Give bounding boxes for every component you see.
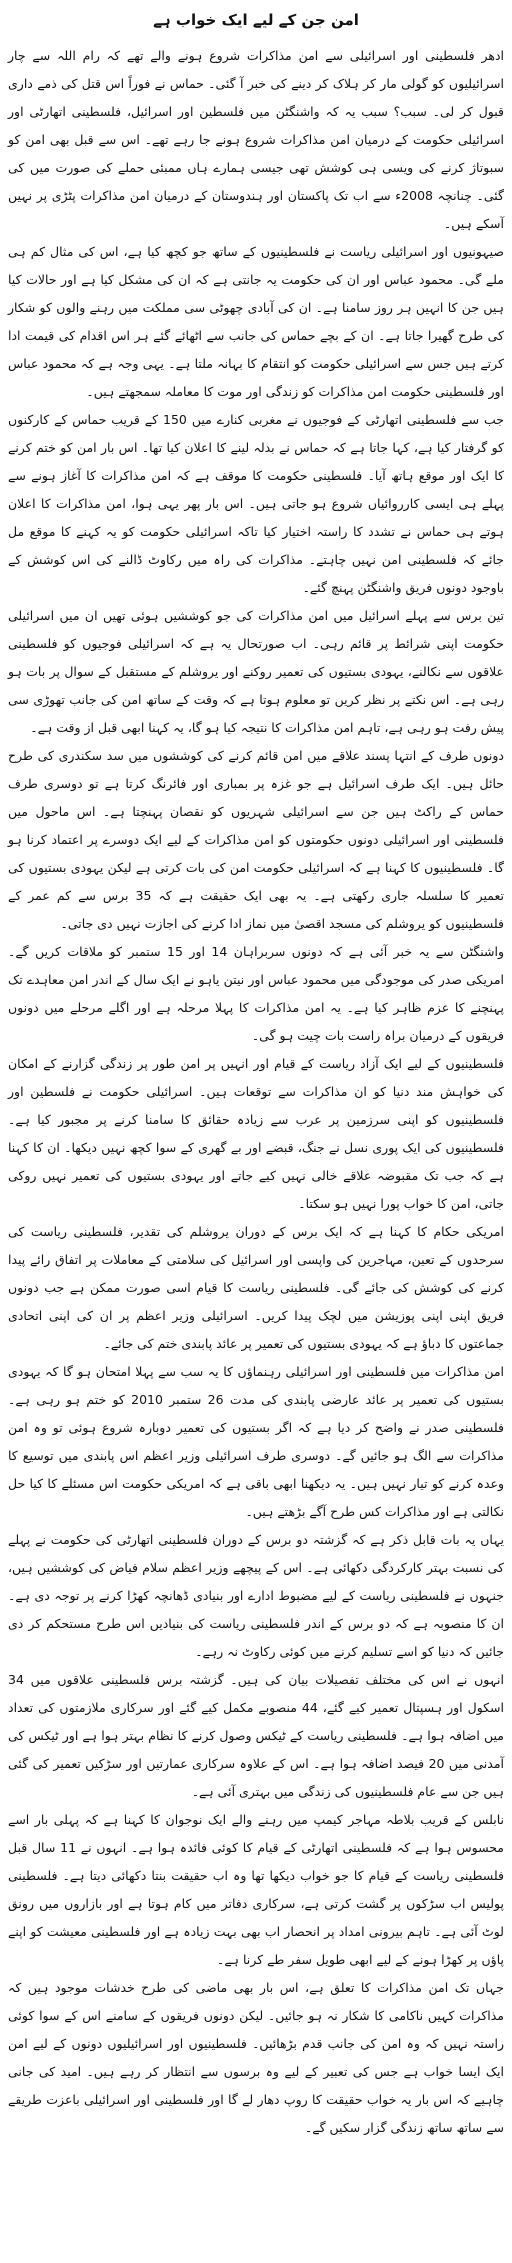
article-paragraph: امریکی حکام کا کہنا ہے کہ ایک برس کے دوران یروشلم کی تقدیر، فلسطینی ریاست کی سرحدوں کے تعین، مہاجرین کی واپسی اور اسرائیل کی سلامتی کے معاملات پر اتفاق رائے پیدا کرنے کی کوشش کی جائے گی۔ فلسطینی ریاست کا قیام اسی صورت ممکن ہے جب دونوں فریق اپنی اپنی پوزیشن میں لچک پیدا کریں۔ اسرائیلی وزیر اعظم پر ان کی اپنی اتحادی جماعتوں کا دباؤ ہے کہ یہودی بستیوں کی تعمیر پر عائد پابندی ختم کی جائے۔ <box>8 1224 504 1351</box>
article-headline: امن جن کے لیے ایک خواب ہے <box>153 11 359 29</box>
article-paragraph: ادھر فلسطینی اور اسرائیلی سے امن مذاکرات شروع ہونے والے تھے کہ رام اللہ سے چار اسرائیلیوں کو گولی مار کر ہلاک کر دینے کی خبر آ گئی۔ حماس نے فوراً اس قتل کی ذمے داری قبول کر لی۔ سبب؟ سبب یہ کہ واشنگٹن میں فلسطین اور اسرائیل، فلسطینی اتھارٹی اور اسرائیلی حکومت کے درمیان امن مذاکرات شروع ہونے جا رہے تھے۔ اس سے قبل بھی امن کو سبوتاژ کرنے کی ویسی ہی کوشش تھی جیسی ہمارے ہاں ممبئی حملے کی صورت میں کی گئی۔ چنانچہ 2008ء سے اب تک پاکستان اور ہندوستان کے درمیان امن مذاکرات پٹڑی پر نہیں آسکے ہیں۔ <box>8 48 504 231</box>
article-paragraph: دونوں طرف کے انتہا پسند علاقے میں امن قائم کرنے کی کوششوں میں سد سکندری کی طرح حائل ہیں۔ ایک طرف اسرائیل ہے جو غزہ پر بمباری اور فائرنگ کرتا ہے تو دوسری طرف حماس کے راکٹ ہیں جن سے اسرائیلی شہریوں کو نقصان پہنچتا ہے۔ اس ماحول میں فلسطینی اور اسرائیلی دونوں حکومتوں کو امن مذاکرات کے لیے ایک دوسرے پر اعتماد کرنا ہو گا۔ فلسطینیوں کا کہنا ہے کہ اسرائیلی حکومت امن کی بات کرتی ہے لیکن یہودی بستیوں کی تعمیر کا سلسلہ جاری رکھتی ہے۔ یہ بھی ایک حقیقت ہے کہ 35 برس سے کم عمر کے فلسطینیوں کو یروشلم کی مسجد اقصیٰ میں نماز ادا کرنے کی اجازت نہیں دی جاتی۔ <box>8 748 504 931</box>
article-paragraph: یہاں یہ بات قابل ذکر ہے کہ گزشتہ دو برس کے دوران فلسطینی اتھارٹی کی حکومت نے پہلے کی نسبت بہتر کارکردگی دکھائی ہے۔ اس کے پیچھے وزیر اعظم سلام فیاض کی کوششیں ہیں، جنہوں نے فلسطینی ریاست کے لیے مضبوط ادارے اور بنیادی ڈھانچہ کھڑا کرنے پر توجہ دی ہے۔ ان کا منصوبہ ہے کہ دو برس کے اندر فلسطینی ریاست کی بنیادیں اس طرح مستحکم کر دی جائیں کہ دنیا کو اسے تسلیم کرنے میں کوئی رکاوٹ نہ رہے۔ <box>8 1532 504 1659</box>
article-paragraph: فلسطینیوں کے لیے ایک آزاد ریاست کے قیام اور انہیں پر امن طور پر زندگی گزارنے کے امکان کی خواہش مند دنیا کو ان مذاکرات سے توقعات ہیں۔ اسرائیلی حکومت نے فلسطین اور فلسطینیوں کو اپنی سرزمین پر عرب سے زیادہ حقائق کا سامنا کرنے پر مجبور کیا ہے۔ فلسطینیوں کی ایک پوری نسل نے جنگ، قبضے اور بے گھری کے سوا کچھ نہیں دیکھا۔ ان کا کہنا ہے کہ جب تک مقبوضہ علاقے خالی نہیں کیے جاتے اور یہودی بستیوں کی تعمیر نہیں روکی جاتی، امن کا خواب پورا نہیں ہو سکتا۔ <box>8 1056 504 1211</box>
article-paragraph: صیہونیوں اور اسرائیلی ریاست نے فلسطینیوں کے ساتھ جو کچھ کیا ہے، اس کی مثال کم ہی ملے گی۔ محمود عباس اور ان کی حکومت یہ جانتی ہے کہ ان کی مشکل کیا ہے اور حالات کیا ہیں جن کا انہیں ہر روز سامنا ہے۔ ان کی آبادی چھوٹی سی مملکت میں رہنے والوں کو شکار کی طرح گھیرا جاتا ہے۔ ان کے بچے حماس کی جانب سے اٹھائے گئے ہر اس اقدام کی قیمت ادا کرتے ہیں جس سے اسرائیلی حکومت کو انتقام کا بہانہ ملتا ہے۔ یہی وجہ ہے کہ محمود عباس اور فلسطینی حکومت امن مذاکرات کو زندگی اور موت کا معاملہ سمجھتے ہیں۔ <box>8 244 504 399</box>
article-body <box>8 42 504 2142</box>
article-paragraph: امن مذاکرات میں فلسطینی اور اسرائیلی رہنماؤں کا یہ سب سے پہلا امتحان ہو گا کہ یہودی بستیوں کی تعمیر پر عائد عارضی پابندی کی مدت 26 ستمبر 2010 کو ختم ہو رہی ہے۔ فلسطینی صدر نے واضح کر دیا ہے کہ اگر بستیوں کی تعمیر دوبارہ شروع ہوئی تو وہ امن مذاکرات سے الگ ہو جائیں گے۔ دوسری طرف اسرائیلی وزیر اعظم اس پابندی میں توسیع کا وعدہ کرنے کو تیار نہیں ہیں۔ یہ دیکھنا ابھی باقی ہے کہ امریکی حکومت اس مسئلے کا کیا حل نکالتی ہے اور مذاکرات کس طرح آگے بڑھتے ہیں۔ <box>8 1364 504 1519</box>
article-paragraph: نابلس کے قریب بلاطہ مہاجر کیمپ میں رہنے والے ایک نوجوان کا کہنا ہے کہ پہلی بار اسے محسوس ہوا ہے کہ فلسطینی اتھارٹی کے قیام کا کوئی فائدہ ہوا ہے۔ انہوں نے 11 سال قبل فلسطینی ریاست کے قیام کا جو خواب دیکھا تھا وہ اب حقیقت بنتا دکھائی دیتا ہے۔ فلسطینی پولیس اب سڑکوں پر گشت کرتی ہے، سرکاری دفاتر میں کام ہوتا ہے اور بازاروں میں رونق لوٹ آئی ہے۔ تاہم بیرونی امداد پر انحصار اب بھی بہت زیادہ ہے اور فلسطینی معیشت کو اپنے پاؤں پر کھڑا ہونے کے لیے ابھی طویل سفر طے کرنا ہے۔ <box>8 1812 505 1967</box>
article-paragraph: واشنگٹن سے یہ خبر آئی ہے کہ دونوں سربراہان 14 اور 15 ستمبر کو ملاقات کریں گے۔ امریکی صدر کی موجودگی میں محمود عباس اور نیتن یاہو نے ایک سال کے اندر امن معاہدے تک پہنچنے کا عزم ظاہر کیا ہے۔ یہ امن مذاکرات کا پہلا مرحلہ ہے اور اگلے مرحلے میں دونوں فریقوں کے درمیان براہ راست بات چیت ہو گی۔ <box>8 944 504 1043</box>
article-paragraph: جہاں تک امن مذاکرات کا تعلق ہے، اس بار بھی ماضی کی طرح خدشات موجود ہیں کہ مذاکرات کہیں ناکامی کا شکار نہ ہو جائیں۔ لیکن دونوں فریقوں کے سامنے اس کے سوا کوئی راستہ نہیں کہ وہ امن کی جانب قدم بڑھائیں۔ فلسطینیوں اور اسرائیلیوں دونوں کے لیے امن ایک ایسا خواب ہے جس کی تعبیر کے لیے وہ برسوں سے انتظار کر رہے ہیں۔ امید کی جانی چاہیے کہ اس بار یہ خواب حقیقت کا روپ دھار لے گا اور فلسطینی اور اسرائیلی باعزت طریقے سے ساتھ ساتھ زندگی گزار سکیں گے۔ <box>8 1980 504 2135</box>
article-paragraph: تین برس سے پہلے اسرائیل میں امن مذاکرات کی جو کوششیں ہوئی تھیں ان میں اسرائیلی حکومت اپنی شرائط پر قائم رہی۔ اب صورتحال یہ ہے کہ اسرائیلی فوجیوں کو فلسطینی علاقوں سے نکالنے، یہودی بستیوں کی تعمیر روکنے اور یروشلم کے مستقبل کے سوال پر بات ہو رہی ہے۔ اس نکتے پر نظر کریں تو معلوم ہوتا ہے کہ وقت کے ساتھ امن کی جانب تھوڑی سی پیش رفت ہو رہی ہے، تاہم امن مذاکرات کا نتیجہ کیا ہو گا، یہ کہنا ابھی قبل از وقت ہے۔ <box>8 608 504 735</box>
article-paragraph: جب سے فلسطینی اتھارٹی کے فوجیوں نے مغربی کنارے میں 150 کے قریب حماس کے کارکنوں کو گرفتار کیا ہے، کہا جاتا ہے کہ حماس نے بدلہ لینے کا اعلان کیا تھا۔ اس بار امن کو ختم کرنے کا ایک اور موقع ہاتھ آیا۔ فلسطینی حکومت کا موقف ہے کہ امن مذاکرات کا آغاز ہونے سے پہلے ہی ایسی کارروائیاں شروع ہو جاتی ہیں۔ اس بار پھر یہی ہوا، امن مذاکرات کا اعلان ہوتے ہی حماس نے تشدد کا راستہ اختیار کیا تاکہ اسرائیلی حکومت کو یہ کہنے کا موقع مل جائے کہ فلسطینی امن نہیں چاہتے۔ مذاکرات کی راہ میں رکاوٹ ڈالنے کی اس کوشش کے باوجود دونوں فریق واشنگٹن پہنچ گئے۔ <box>8 412 504 595</box>
article-paragraph: انہوں نے اس کی مختلف تفصیلات بیان کی ہیں۔ گزشتہ برس فلسطینی علاقوں میں 34 اسکول اور ہسپتال تعمیر کیے گئے، 44 منصوبے مکمل کیے گئے اور سرکاری ملازمتوں کی تعداد میں اضافہ ہوا ہے۔ فلسطینی ریاست کے ٹیکس وصول کرنے کا نظام بہتر ہوا ہے اور ٹیکس کی آمدنی میں 20 فیصد اضافہ ہوا ہے۔ اس کے علاوہ سرکاری عمارتیں اور سڑکیں تعمیر کی گئی ہیں جن سے عام فلسطینیوں کی زندگی میں بہتری آئی ہے۔ <box>8 1672 504 1799</box>
